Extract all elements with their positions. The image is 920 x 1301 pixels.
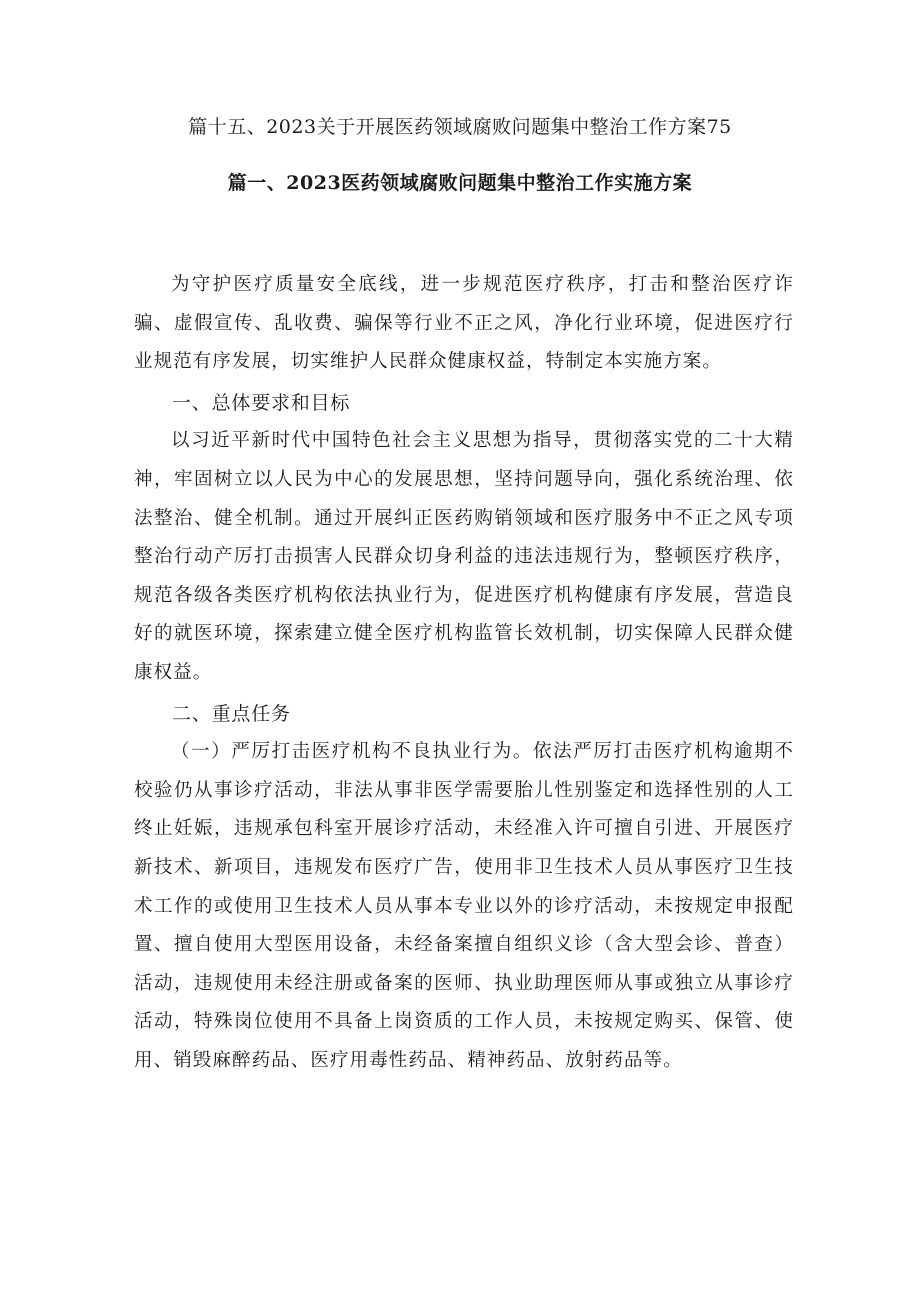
document-title: 篇一、2023医药领域腐败问题集中整治工作实施方案 <box>227 172 693 194</box>
toc-entry: 篇十五、2023关于开展医药领域腐败问题集中整治工作方案75 <box>188 116 732 138</box>
section-heading-goals: 一、总体要求和目标 <box>172 391 351 414</box>
document-body <box>134 266 794 1080</box>
section-heading-key-tasks: 二、重点任务 <box>172 702 291 725</box>
section-body-goals: 以习近平新时代中国特色社会主义思想为指导，贯彻落实党的二十大精神，牢固树立以人民为中心的发展思想，坚持问题导向，强化系统治理、依法整治、健全机制。通过开展纠正医药购销领域和医疗服务中不正之风专项整治行动产厉打击损害人民群众切身利益的违法违规行为，整顿医疗秩序，规范各级各类医疗机构依法执业行为，促进医疗机构健康有序发展，营造良好的就医环境，探索建立健全医疗机构监管长效机制，切实保障人民群众健康权益。 <box>134 430 794 683</box>
intro-paragraph: 为守护医疗质量安全底线，进一步规范医疗秩序，打击和整治医疗诈骗、虚假宣传、乱收费、骗保等行业不正之风，净化行业环境，促进医疗行业规范有序发展，切实维护人民群众健康权益，特制定本实施方案。 <box>134 274 794 373</box>
section-body-key-tasks: （一）严厉打击医疗机构不良执业行为。依法严厉打击医疗机构逾期不校验仍从事诊疗活动，非法从事非医学需要胎儿性别鉴定和选择性别的人工终止妊娠，违规承包科室开展诊疗活动，未经准入许可擅自引进、开展医疗新技术、新项目，违规发布医疗广告，使用非卫生技术人员从事医疗卫生技术工作的或使用卫生技术人员从事本专业以外的诊疗活动，未按规定申报配置、擅自使用大型医用设备，未经备案擅自组织义诊（含大型会诊、普查）活动，违规使用未经注册或备案的医师、执业助理医师从事或独立从事诊疗活动，特殊岗位使用不具备上岗资质的工作人员，未按规定购买、保管、使用、销毁麻醉药品、医疗用毒性药品、精神药品、放射药品等。 <box>134 741 794 1071</box>
